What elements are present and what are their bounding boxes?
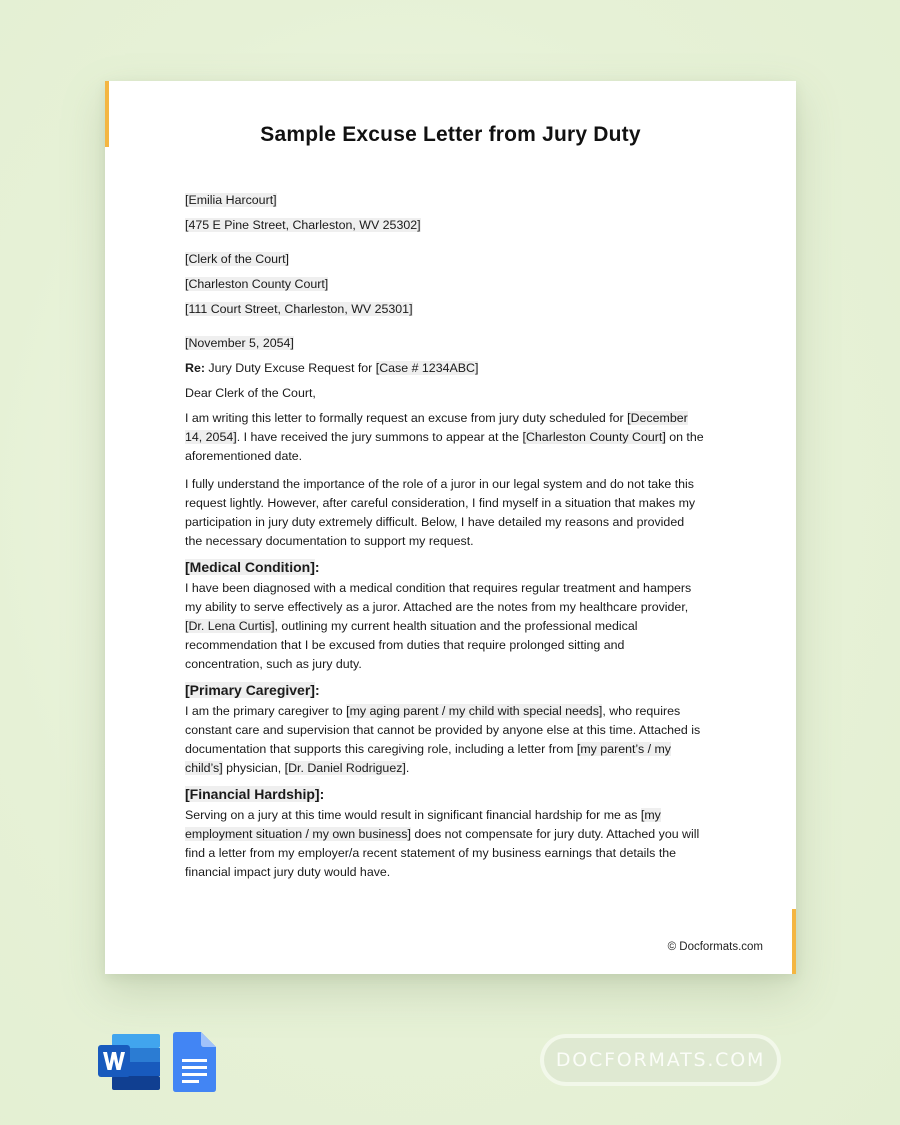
- section-heading-financial: [Financial Hardship]:: [185, 786, 325, 802]
- section-heading-caregiver: [Primary Caregiver]:: [185, 682, 320, 698]
- google-docs-icon[interactable]: [173, 1032, 216, 1092]
- salutation: Dear Clerk of the Court,: [185, 386, 316, 400]
- section-body-medical: I have been diagnosed with a medical condition that requires regular treatment and hampers my ability to serve effectively as a juror. Attached are the notes from my healthcare provider, [Dr. Lena Curtis], outlining my current health situation and the professional medical recommendation that I be excused from duties that require prolonged sitting and concentration, such as jury duty.: [185, 581, 692, 671]
- paragraph-reasons: I fully understand the importance of the role of a juror in our legal system and do not take this request lightly. However, after careful consideration, I find myself in a situation that makes my participation in jury duty extremely difficult. Below, I have detailed my reasons and provided the necessary documentation to support my request.: [185, 477, 696, 548]
- letter-date: [November 5, 2054]: [185, 336, 294, 350]
- recipient-address: [111 Court Street, Charleston, WV 25301]: [185, 302, 413, 316]
- word-icon[interactable]: [98, 1034, 160, 1090]
- sender-address: [475 E Pine Street, Charleston, WV 25302]: [185, 218, 421, 232]
- recipient-title: [Clerk of the Court]: [185, 252, 289, 266]
- document-page: [105, 81, 796, 974]
- sender-name: [Emilia Harcourt]: [185, 193, 277, 207]
- accent-bar-top-left: [105, 81, 109, 147]
- subject-line: Re: Jury Duty Excuse Request for [Case # 1234ABC]: [185, 361, 479, 375]
- document-title: Sample Excuse Letter from Jury Duty: [260, 123, 641, 146]
- letter-body: [185, 191, 717, 882]
- section-body-caregiver: I am the primary caregiver to [my aging parent / my child with special needs], who requires constant care and supervision that cannot be provided by anyone else at this time. Attached is documentation that supports this caregiving role, including a letter from [my parent’s / my child’s] physician, [Dr. Daniel Rodriguez].: [185, 704, 701, 775]
- app-icons: [98, 1031, 218, 1093]
- paragraph-intro: I am writing this letter to formally request an excuse from jury duty scheduled for [December 14, 2054]. I have received the jury summons to appear at the [Charleston County Court] on the aforementioned date.: [185, 411, 704, 463]
- section-heading-medical: [Medical Condition]:: [185, 559, 320, 575]
- recipient-court: [Charleston County Court]: [185, 277, 329, 291]
- brand-badge[interactable]: DOCFORMATS.COM: [544, 1038, 777, 1082]
- section-body-financial: Serving on a jury at this time would result in significant financial hardship for me as [my employment situation / my own business] does not compensate for jury duty. Attached you will find a letter from my employer/a recent statement of my business earnings that details the financial impact jury duty would have.: [185, 808, 700, 879]
- copyright-notice: © Docformats.com: [667, 941, 763, 953]
- accent-bar-bottom-right: [792, 909, 796, 974]
